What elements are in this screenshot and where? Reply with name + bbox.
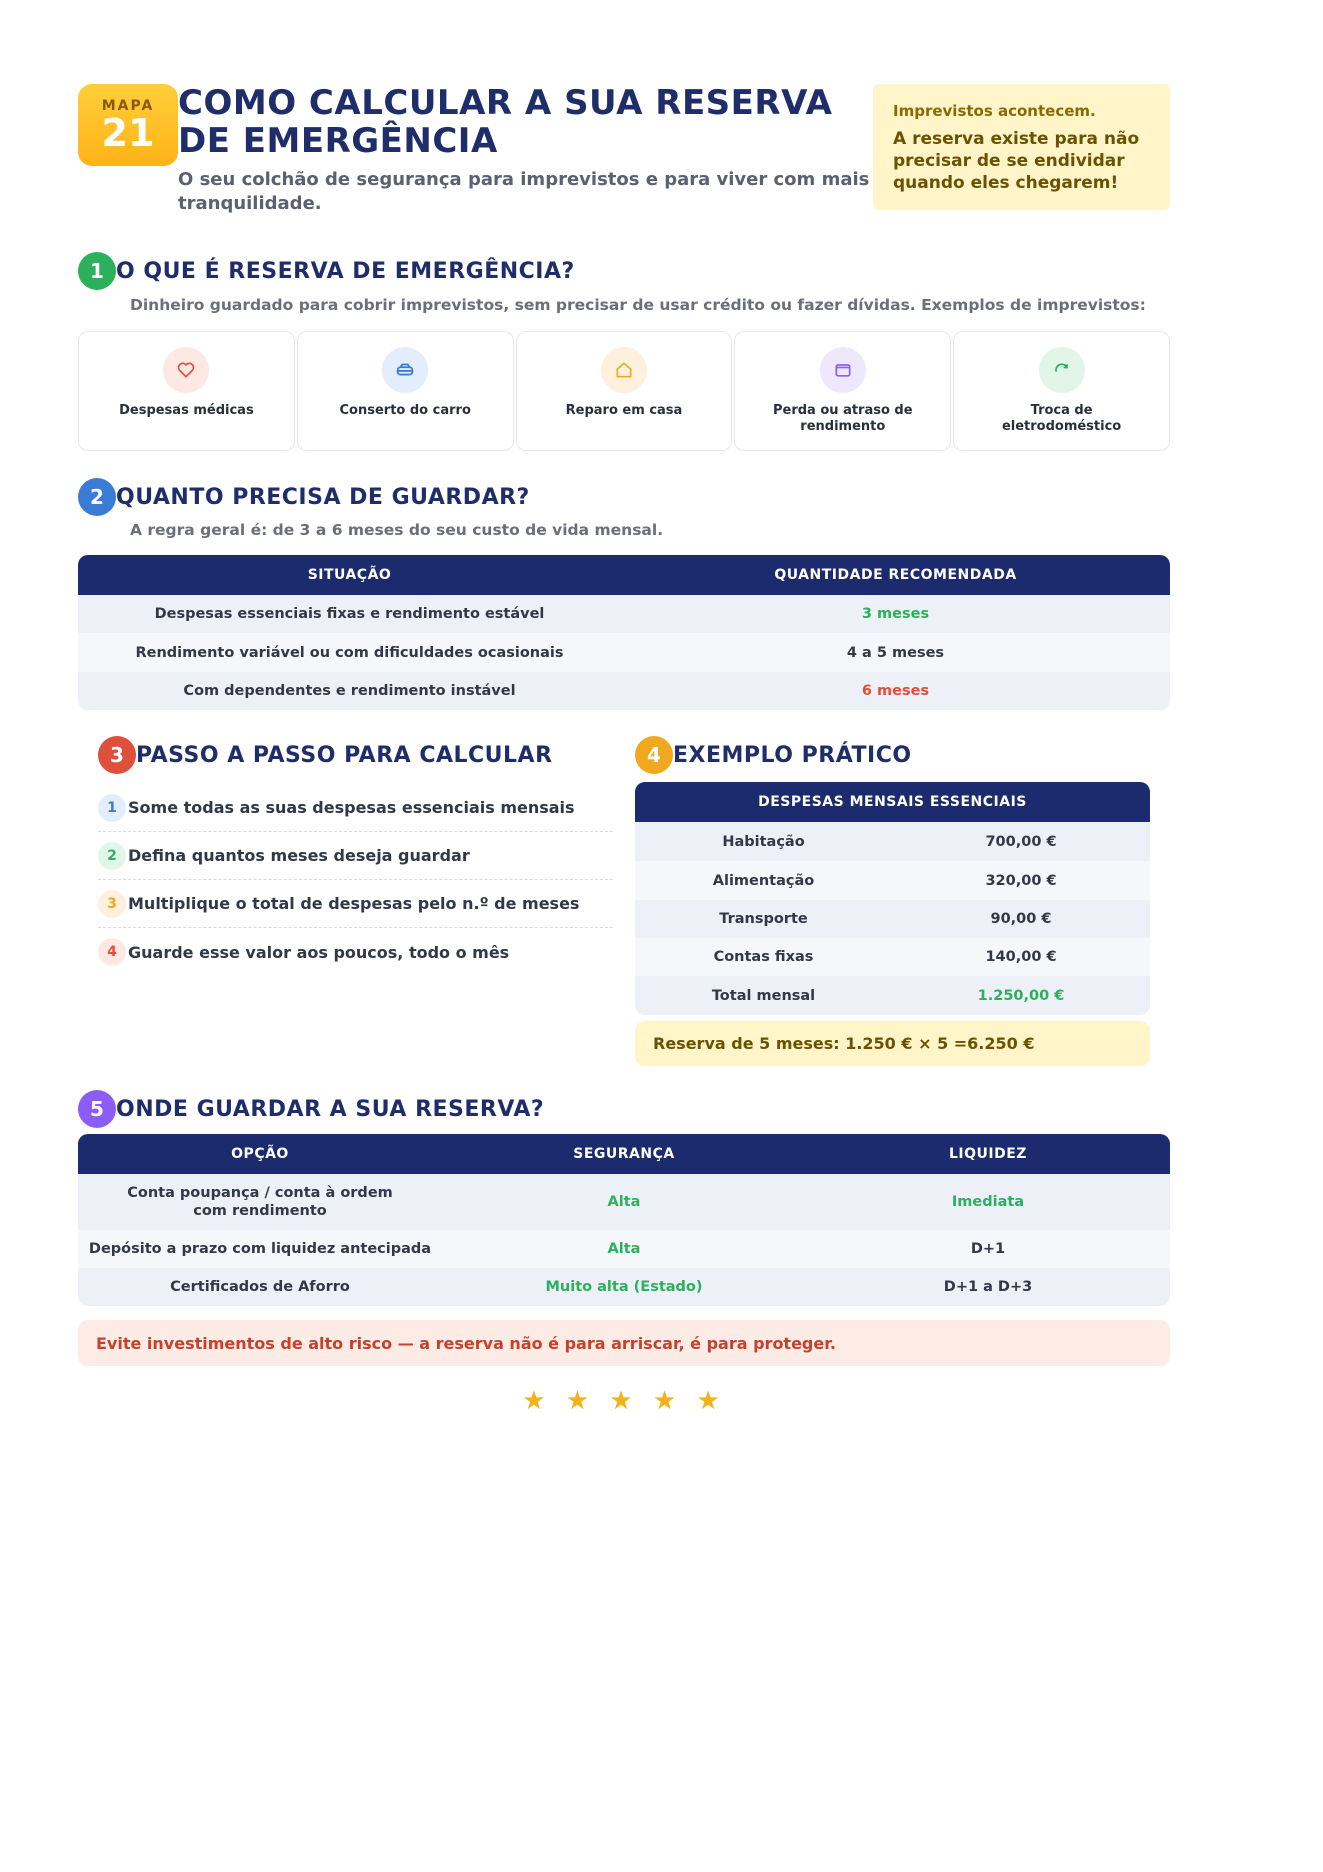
step-number: 1	[98, 794, 126, 822]
section-3-header	[98, 736, 553, 774]
column-header: SEGURANÇA	[442, 1134, 806, 1174]
callout-body: A reserva existe para não precisar de se endividar quando eles chegarem!	[893, 129, 1140, 193]
section-4-header	[635, 736, 912, 774]
step-number: 3	[98, 890, 126, 918]
heart-icon	[163, 347, 209, 393]
column-header: SITUAÇÃO	[78, 555, 621, 595]
refresh-icon	[1039, 347, 1085, 393]
section-subtitle: Dinheiro guardado para cobrir imprevistos, sem precisar de usar crédito ou fazer dívidas. Exemplos de imprevistos:	[130, 296, 1146, 314]
table-row	[635, 861, 1150, 900]
storage-options-table	[78, 1134, 1170, 1306]
table-row	[78, 633, 1170, 672]
table-row	[635, 822, 1150, 861]
table-cell: 320,00 €	[892, 861, 1150, 900]
table-cell: 4 a 5 meses	[621, 633, 1170, 672]
table-cell: Habitação	[635, 822, 892, 861]
section-2-header	[78, 478, 530, 516]
star-rating: ★ ★ ★ ★ ★	[522, 1386, 726, 1416]
card-medical	[78, 331, 295, 451]
card-label: Reparo em casa	[565, 403, 683, 418]
house-icon	[601, 347, 647, 393]
section-title: QUANTO PRECISA DE GUARDAR?	[116, 484, 530, 510]
card-label: Perda ou atraso de rendimento	[773, 403, 913, 434]
card-home	[516, 331, 733, 451]
section-title: ONDE GUARDAR A SUA RESERVA?	[116, 1096, 545, 1122]
section-5-header	[78, 1090, 544, 1128]
step-number: 2	[98, 842, 126, 870]
examples-cards	[78, 331, 1170, 451]
step-text: Guarde esse valor aos poucos, todo o mês	[128, 942, 510, 962]
table-row	[78, 595, 1170, 633]
wallet-icon	[820, 347, 866, 393]
card-label: Despesas médicas	[119, 403, 254, 418]
section-number: 5	[78, 1090, 116, 1128]
card-label: Conserto do carro	[339, 403, 471, 418]
page	[78, 83, 1170, 1416]
table-row-total	[635, 976, 1150, 1015]
table-cell: Total mensal	[635, 976, 892, 1015]
table-cell: 3 meses	[621, 595, 1170, 633]
example-expenses-table	[635, 782, 1150, 1015]
table-cell: Muito alta (Estado)	[442, 1268, 806, 1306]
column-header: OPÇÃO	[78, 1134, 442, 1174]
list-item	[98, 784, 613, 832]
callout-heading: Imprevistos acontecem.	[893, 102, 1096, 120]
section-number: 4	[635, 736, 673, 774]
section-1-header	[78, 252, 575, 290]
list-item	[98, 928, 613, 976]
table-cell: Alimentação	[635, 861, 892, 900]
table-cell: Depósito a prazo com liquidez antecipada	[78, 1230, 442, 1268]
section-title: PASSO A PASSO PARA CALCULAR	[136, 742, 553, 768]
table-cell: 6 meses	[621, 672, 1170, 710]
table-cell: Alta	[442, 1174, 806, 1230]
table-cell: 140,00 €	[892, 938, 1150, 976]
card-label: Troca de eletrodoméstico	[1001, 403, 1122, 434]
column-header: QUANTIDADE RECOMENDADA	[621, 555, 1170, 595]
section-title: O QUE É RESERVA DE EMERGÊNCIA?	[116, 258, 575, 284]
steps-list	[98, 784, 613, 976]
car-icon	[382, 347, 428, 393]
section-title: EXEMPLO PRÁTICO	[673, 742, 912, 768]
table-cell: D+1 a D+3	[806, 1268, 1170, 1306]
table-cell: Alta	[442, 1230, 806, 1268]
step-text: Multiplique o total de despesas pelo n.º de meses	[128, 894, 580, 913]
page-subtitle: O seu colchão de segurança para imprevistos e para viver com mais tranquilidade.	[178, 169, 870, 214]
table-cell: Rendimento variável ou com dificuldades ocasionais	[78, 633, 621, 672]
table-cell: Contas fixas	[635, 938, 892, 976]
table-cell: Despesas essenciais fixas e rendimento estável	[78, 595, 621, 633]
table-cell: Imediata	[806, 1174, 1170, 1230]
page-title: COMO CALCULAR A SUA RESERVA DE EMERGÊNCIA	[178, 83, 833, 161]
column-header: DESPESAS MENSAIS ESSENCIAIS	[635, 782, 1150, 822]
column-header: LIQUIDEZ	[806, 1134, 1170, 1174]
map-badge	[78, 84, 178, 166]
badge-number: 21	[101, 111, 155, 155]
section-subtitle: A regra geral é: de 3 a 6 meses do seu custo de vida mensal.	[130, 521, 664, 539]
table-row	[78, 1230, 1170, 1268]
badge-label: MAPA	[101, 98, 155, 114]
table-cell: 90,00 €	[892, 900, 1150, 938]
table-cell: Transporte	[635, 900, 892, 938]
reserve-result: Reserva de 5 meses: 1.250 € × 5 =6.250 €	[635, 1021, 1150, 1066]
card-income	[734, 331, 951, 451]
section-number: 3	[98, 736, 136, 774]
table-row	[78, 1174, 1170, 1230]
table-cell: 700,00 €	[892, 822, 1150, 861]
table-cell: Com dependentes e rendimento instável	[78, 672, 621, 710]
table-row	[635, 900, 1150, 938]
section-number: 2	[78, 478, 116, 516]
section-number: 1	[78, 252, 116, 290]
table-row	[635, 938, 1150, 976]
table-row	[78, 1268, 1170, 1306]
step-number: 4	[98, 938, 126, 966]
step-text: Defina quantos meses deseja guardar	[128, 846, 470, 865]
savings-rule-table	[78, 555, 1170, 710]
warning-banner: Evite investimentos de alto risco — a reserva não é para arriscar, é para proteger.	[78, 1320, 1170, 1366]
table-row	[78, 672, 1170, 710]
table-cell: D+1	[806, 1230, 1170, 1268]
header	[78, 84, 1170, 224]
card-appliance	[953, 331, 1170, 451]
card-car	[297, 331, 514, 451]
table-cell: 1.250,00 €	[892, 976, 1150, 1015]
list-item	[98, 880, 613, 928]
step-text: Some todas as suas despesas essenciais mensais	[128, 798, 575, 817]
table-cell: Conta poupança / conta à ordem com rendimento	[78, 1174, 442, 1230]
callout-note	[873, 84, 1170, 210]
list-item	[98, 832, 613, 880]
table-cell: Certificados de Aforro	[78, 1268, 442, 1306]
